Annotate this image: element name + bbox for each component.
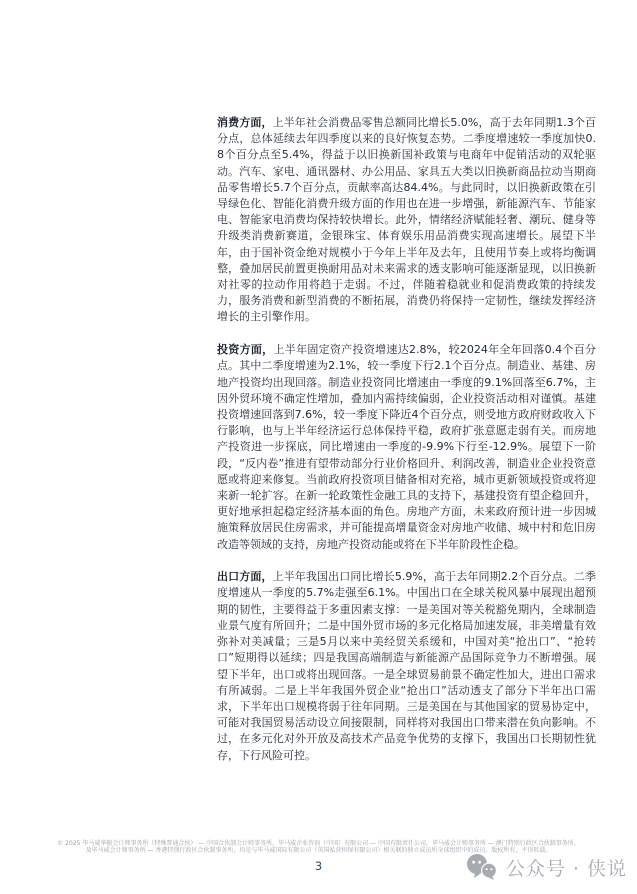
paragraph-consumption bbox=[217, 115, 596, 326]
copyright-disclaimer-line1: © 2025 毕马威华振会计师事务所（特殊普通合伙） — 中国合伙制会计师事务所，毕马威企业咨询（中国）有限公司 — 中国有限责任公司，毕马威会计师事务所 — 澳门特别行政区合伙制事务所， bbox=[57, 840, 580, 847]
paragraph-consumption-heading: 消费方面， bbox=[217, 116, 273, 129]
paragraph-investment-text: 上半年固定资产投资增速达2.8%，较2024年全年回落0.4个百分点。其中二季度增速为2.1%，较一季度下行2.1个百分点。制造业、基建、房地产投资均出现回落。制造业投资同比增速由一季度的9.1%回落至6.7%，主因外贸环境不确定性增加，叠加内需持续偏弱，企业投资活动相对谨慎。基建投资增速回落到7.6%，较一季度下降近4个百分点，则受地方政府财政收入下行影响，也与上半年经济运行总体保持平稳，政府扩张意愿走弱有关。而房地产投资进一步探底，同比增速由一季度的-9.9%下行至-12.9%。展望下一阶段，“反内卷”推进有望带动部分行业价格回升、利润改善，制造业企业投资意愿或将迎来修复。当前政府投资项目储备相对充裕，城市更新领域投资或将迎来新一轮扩容。在新一轮政策性金融工具的支持下，基建投资有望企稳回升，更好地承担起稳定经济基本面的角色。房地产方面，未来政府预计进一步因城施策释放居民住房需求，并可能提高增量资金对房地产收储、城中村和危旧房改造等领域的支持，房地产投资动能或将在下半年阶段性企稳。 bbox=[217, 343, 597, 551]
paragraph-export bbox=[217, 569, 596, 763]
paragraph-export-heading: 出口方面， bbox=[217, 570, 273, 584]
page-number: 3 bbox=[314, 859, 323, 873]
watermark bbox=[466, 853, 627, 881]
paragraph-investment-heading: 投资方面， bbox=[217, 343, 274, 357]
paragraph-consumption-text: 上半年社会消费品零售总额同比增长5.0%，高于去年同期1.3个百分点，总体延续去年四季度以来的良好恢复态势。二季度增速较一季度加快0.8个百分点至5.4%，得益于以旧换新国补政策与电商年中促销活动的双轮驱动。汽车、家电、通讯器材、办公用品、家具五大类以旧换新商品拉动当期商品零售增长5.7个百分点，贡献率高达84.4%。与此同时，以旧换新政策在引导绿色化、智能化消费升级方面的作用也在进一步增强，新能源汽车、节能家电、智能家电消费均保持较快增长。此外，情绪经济赋能轻奢、潮玩、健身等升级类消费新赛道，金银珠宝、体育娱乐用品消费实现高速增长。展望下半年，由于国补资金绝对规模小于今年上半年及去年，且使用节奏上或将均衡调整，叠加居民前置更换耐用品对未来需求的透支影响可能逐渐显现，以旧换新对社零的拉动作用将趋于走弱。不过，伴随着稳就业和促消费政策的持续发力，服务消费和新型消费的不断拓展，消费仍将保持一定韧性，继续发挥经济增长的主引擎作用。 bbox=[217, 116, 596, 324]
copyright-disclaimer-line2: 及毕马威会计师事务所 — 香港特别行政区合伙制事务所，均是与毕马威国际有限公司（英国私营担保有限公司）相关联的独立成员所全球组织中的成员。版权所有，不得转载。 bbox=[85, 846, 552, 854]
watermark-label: 公众号 · 侠说 bbox=[505, 857, 627, 880]
paragraph-investment bbox=[217, 342, 596, 553]
paragraph-export-text: 上半年我国出口同比增长5.9%，高于去年同期2.2个百分点。二季度增速从一季度的5.7%走强至6.1%。中国出口在全球关税风暴中展现出超预期的韧性，主要得益于多重因素支撑：一是美国对等关税豁免期内，全球制造业景气度有所回升；二是中国外贸市场的多元化格局加速发展，非美增量有效弥补对美减量；三是5月以来中美经贸关系缓和，中国对美“抢出口”、“抢转口”短期得以延续；四是我国高端制造与新能源产品国际竞争力不断增强。展望下半年，出口或将出现回落。一是全球贸易前景不确定性加大，进出口需求有所减弱。二是上半年我国外贸企业“抢出口”活动透支了部分下半年出口需求，下半年出口规模将弱于往年同期。三是美国在与其他国家的贸易协定中，可能对我国贸易活动设立间接限制，同样将对我国出口带来潜在负向影响。不过，在多元化对外开放及高技术产品竞争优势的支撑下，我国出口长期韧性犹存，下行风险可控。 bbox=[217, 570, 596, 762]
page-body bbox=[217, 115, 596, 780]
wechat-icon bbox=[466, 853, 499, 881]
